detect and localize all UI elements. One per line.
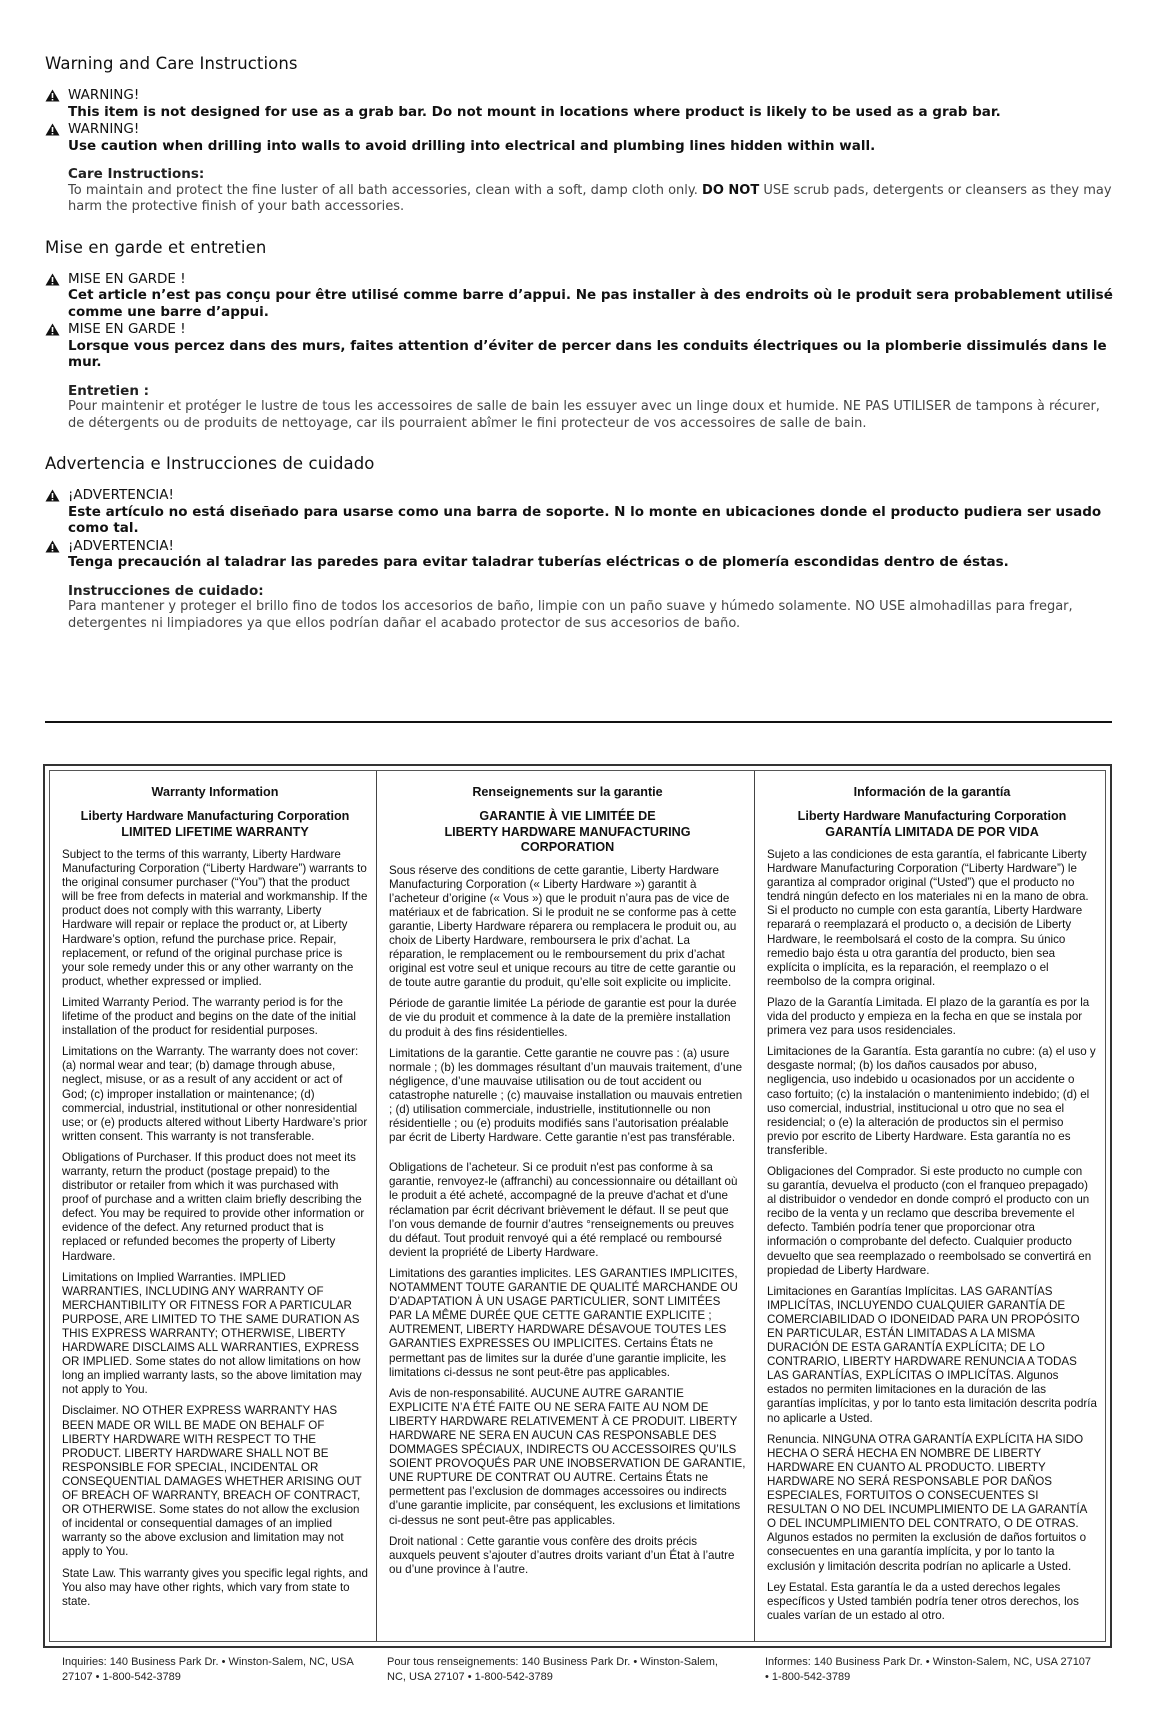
care-text-start: Para mantener y proteger el brillo fino de todos los accesorios de baño, limpie con un paño suave y húmedo solamente. NO USE almohadillas para fregar, detergentes ni limpiadores ya que ellos podrían dañar el acabado protector de sus accesorios de baño. — [68, 599, 1073, 631]
section-0 — [45, 54, 1115, 216]
warning-text: Cet article n’est pas conçu pour être utilisé comme barre d’appui. Ne pas installer à des endroits où le produit sera probablement utilisé comme une barre d’appui. — [68, 287, 1113, 320]
warning-label: WARNING! — [68, 87, 140, 103]
warranty-paragraph: Limitaciones de la Garantía. Esta garantía no cubre: (a) el uso y desgaste normal; (b) los daños causados por abuso, negligencia, uso indebido u ocasionados por un accidente o caso fortuito; (c) la instalación o mantenimiento indebido; (d) el uso comercial, industrial, institucional u otro que no sea el residencial; o (e) la alteración de productos sin el permiso previo por escrito de Liberty Hardware. Esta garantía no es transferible. — [767, 1045, 1096, 1157]
warning-item — [45, 121, 1115, 154]
warranty-subtitle — [62, 809, 368, 840]
warning-label: MISE EN GARDE ! — [68, 321, 186, 337]
warranty-columns — [49, 770, 1106, 1642]
subtitle-line: LIBERTY HARDWARE MANUFACTURING — [444, 824, 691, 839]
warranty-paragraph: Avis de non-responsabilité. AUCUNE AUTRE GARANTIE EXPLICITE N’A ÉTÉ FAITE OU NE SERA FAITE AU NOM DE LIBERTY HARDWARE RELATIVEMENT À CE PRODUIT. LIBERTY HARDWARE NE SERA EN AUCUN CAS RESPONSABLE DES DOMMAGES SPÉCIAUX, INDIRECTS OU ACCESSOIRES QU’ILS SOIENT PROVOQUÉS PAR UNE INOBSERVATION DE GARANTIE, UNE RUPTURE DE CONTRAT OU AUTRE. Certains États ne permettent pas l’exclusion de dommages accessoires ou indirects d’une garantie implicite, par conséquent, les exclusions et limitations ci-dessus ne sont peut-être pas applicables. — [389, 1386, 746, 1527]
warning-text: Este artículo no está diseñado para usarse como una barra de soporte. N lo monte en ubicaciones donde el producto pudiera ser usado como tal. — [68, 503, 1102, 536]
warning-item — [45, 487, 1115, 537]
subtitle-line: Liberty Hardware Manufacturing Corporation — [797, 809, 1067, 823]
warranty-paragraph: Plazo de la Garantía Limitada. El plazo de la garantía es por la vida del producto y empieza en la fecha en que se instala por primera vez para usos residenciales. — [767, 995, 1090, 1038]
subtitle-line: GARANTÍA LIMITADA DE POR VIDA — [825, 824, 1039, 839]
contact-footer: Pour tous renseignements: 140 Business Park Dr. • Winston-Salem, NC, USA 27107 • 1-800-542-3789 — [387, 1656, 718, 1683]
warranty-paragraph: Renuncia. NINGUNA OTRA GARANTÍA EXPLÍCITA HA SIDO HECHA O SERÁ HECHA EN NOMBRE DE LIBERTY HARDWARE EN CUANTO AL PRODUCTO. LIBERTY HARDWARE NO SERÁ RESPONSABLE POR DAÑOS ESPECIALES, FORTUITOS O CONSECUENTES SI RESULTAN O NO DEL INCUMPLIMIENTO DE LA GARANTÍA O DEL INCUMPLIMIENTO DEL CONTRATO, O DE OTRAS. Algunos estados no permiten la exclusión de daños fortuitos o consecuentes en una garantía implícita, y por lo tanto la exclusión y limitación descrita podrían no aplicarle a Usted. — [767, 1432, 1087, 1573]
warranty-paragraph: Droit national : Cette garantie vous confère des droits précis auxquels peuvent s’ajouter d’autres droits variant d’un État à l’autre ou d’une province à l’autre. — [389, 1534, 735, 1576]
section-title: Advertencia e Instrucciones de cuidado — [45, 454, 375, 473]
care-block — [45, 583, 1115, 633]
warranty-column-0 — [50, 771, 376, 1641]
warranty-box — [43, 764, 1112, 1648]
care-text-start: Pour maintenir et protéger le lustre de tous les accessoires de salle de bain les essuyer avec un linge doux et humide. NE PAS UTILISER de tampons à récurer, de détergents ou de produits de nettoyage, car ils pourraient abîmer le fini protecteur de vos accessoires de salle de bain. — [68, 399, 1100, 431]
subtitle-line: LIMITED LIFETIME WARRANTY — [121, 824, 309, 839]
warranty-paragraph: Période de garantie limitée La période de garantie est pour la durée de vie du produit et commence à la date de la première installation du produit à des fins résidentielles. — [389, 997, 737, 1039]
warranty-paragraph: Ley Estatal. Esta garantía le da a usted derechos legales específicos y Usted también podría tener otros derechos, los cuales varían de un estado al otro. — [767, 1580, 1079, 1622]
care-label: Care Instructions: — [68, 166, 205, 182]
warranty-paragraph: Disclaimer. NO OTHER EXPRESS WARRANTY HAS BEEN MADE OR WILL BE MADE ON BEHALF OF LIBERTY HARDWARE WITH RESPECT TO THE PRODUCT. LIBERTY HARDWARE SHALL NOT BE RESPONSIBLE FOR SPECIAL, INCIDENTAL OR CONSEQUENTIAL DAMAGES WHETHER ARISING OUT OF BREACH OF WARRANTY, BREACH OF CONTRACT, OR OTHERWISE. Some states do not allow the exclusion of incidental or consequential damages of an implied warranty so the above exclusion and limitation may not apply to You. — [62, 1404, 362, 1559]
care-block — [45, 166, 1115, 216]
warning-item — [45, 271, 1115, 321]
care-text-start: To maintain and protect the fine luster of all bath accessories, clean with a soft, damp cloth only. — [68, 182, 703, 198]
warranty-paragraph: Limitations de la garantie. Cette garantie ne couvre pas : (a) usure normale ; (b) les dommages résultant d’un mauvais traitement, d’une négligence, d’une mauvaise utilisation ou de tout accident ou catastrophe naturelle ; (c) mauvaise installation ou mauvais entretien ; (d) utilisation commerciale, industrielle, institutionnelle ou non résidentielle ; ou (e) produits modifiés sans l’autorisation préalable par écrit de Liberty Hardware. Cette garantie n’est pas transférable. — [389, 1046, 743, 1145]
warning-label: WARNING! — [68, 121, 140, 137]
warning-label: ¡ADVERTENCIA! — [68, 487, 174, 503]
warning-text: This item is not designed for use as a grab bar. Do not mount in locations where product is likely to be used as a grab bar. — [68, 103, 1001, 120]
warranty-title: Renseignements sur la garantie — [472, 785, 663, 799]
warranty-title: Información de la garantía — [853, 785, 1011, 799]
care-text — [68, 399, 1115, 432]
care-block — [45, 383, 1115, 433]
subtitle-line: CORPORATION — [520, 840, 615, 854]
warning-icon — [45, 323, 60, 336]
warranty-paragraph: Limitations des garanties implicites. LES GARANTIES IMPLICITES, NOTAMMENT TOUTE GARANTIE DE QUALITÉ MARCHANDE OU D’ADAPTATION À UN USAGE PARTICULIER, SONT LIMITÉES PAR LA MÊME DURÉE QUE CETTE GARANTIE EXPLICITE ; AUTREMENT, LIBERTY HARDWARE DÉSAVOUE TOUTES LES GARANTIES EXPRESSES OU IMPLICITES. Certains États ne permettant pas de limites sur la durée d’une garantie implicite, les limitations ci-dessus ne sont peut-être pas applicables. — [389, 1266, 738, 1379]
care-label: Instrucciones de cuidado: — [68, 582, 264, 599]
subtitle-line: Liberty Hardware Manufacturing Corporation — [80, 809, 350, 823]
warning-icon — [45, 123, 60, 136]
warranty-paragraph: Limitations on the Warranty. The warranty does not cover: (a) normal wear and tear; (b) damage through abuse, neglect, misuse, or as a result of any accident or act of God; (c) improper installation or maintenance; (d) commercial, industrial, institutional or other nonresidential use; or (e) products altered without Liberty Hardware’s prior written consent. This warranty is not transferable. — [62, 1045, 368, 1143]
warranty-column-1 — [376, 771, 754, 1641]
warning-icon — [45, 540, 60, 553]
care-instructions — [45, 54, 1115, 654]
warning-icon — [45, 489, 60, 502]
care-text — [68, 183, 1115, 216]
warning-text: Lorsque vous percez dans des murs, faites attention d’éviter de percer dans les conduits électriques ou la plomberie dissimulés dans le mur. — [68, 337, 1107, 370]
warning-label: ¡ADVERTENCIA! — [68, 537, 174, 554]
warranty-paragraph: Obligations of Purchaser. If this product does not meet its warranty, return the product (postage prepaid) to the distributor or retailer from which it was purchased with proof of purchase and a written claim briefly describing the defect. You may be required to provide other information or evidence of the defect. Any returned product that is replaced or refunded becomes the property of Liberty Hardware. — [62, 1150, 365, 1263]
warning-text: Tenga precaución al taladrar las paredes para evitar taladrar tuberías eléctricas o de plomería escondidas dentro de éstas. — [68, 554, 1009, 570]
warranty-paragraph: Limited Warranty Period. The warranty period is for the lifetime of the product and begins on the date of the initial installation of the product for residential purposes. — [62, 995, 356, 1038]
warning-item — [45, 321, 1115, 371]
warning-text: Use caution when drilling into walls to avoid drilling into electrical and plumbing lines hidden within wall. — [68, 137, 876, 154]
warning-item — [45, 87, 1115, 120]
warranty-paragraph: Subject to the terms of this warranty, Liberty Hardware Manufacturing Corporation (“Liberty Hardware”) warrants to the original consumer purchaser (“You”) that the product will be free from defects in material and workmanship. If the product does not comply with this warranty, Liberty Hardware will repair or replace the product or, at Liberty Hardware’s option, refund the purchase price. Repair, replacement, or refund of the original purchase price is your sole remedy under this or any other warranty on the product, whether expressed or implied. — [62, 848, 368, 988]
section-title: Warning and Care Instructions — [45, 54, 298, 73]
warranty-paragraph: Limitaciones en Garantías Implícitas. LAS GARANTÍAS IMPLICÍTAS, INCLUYENDO CUALQUIER GARANTÍA DE COMERCIABILIDAD O IDONEIDAD PARA UN PROPÓSITO EN PARTICULAR, ESTÁN LIMITADAS A LA MISMA DURACIÓN DE ESTA GARANTÍA EXPLÍCITA; DE LO CONTRARIO, LIBERTY HARDWARE RENUNCIA A TODAS LAS GARANTÍAS, EXPLÍCITAS O IMPLICÍTAS. Algunos estados no permiten limitaciones en la duración de las garantías implícitas, y por lo tanto esta limitación descrita podría no aplicarle a Usted. — [767, 1284, 1097, 1425]
care-text-emphasis: DO NOT — [702, 182, 760, 198]
warranty-subtitle — [389, 809, 746, 856]
warranty-paragraph: Obligaciones del Comprador. Si este producto no cumple con su garantía, devuelva el producto (con el franqueo prepagado) al distribuidor o vendedor en donde compró el producto con un recibo de la venta y un reclamo que describa brevemente el defecto. También podría tener que proporcionar otra información o comprobante del defecto. Cualquier producto devuelto que sea reemplazado o reembolsado se convertirá en propiedad de Liberty Hardware. — [767, 1164, 1092, 1277]
contact-footer: Inquiries: 140 Business Park Dr. • Winston-Salem, NC, USA 27107 • 1-800-542-3789 — [62, 1656, 354, 1683]
warranty-subtitle — [767, 809, 1097, 840]
warranty-paragraph: Obligations de l’acheteur. Si ce produit n'est pas conforme à sa garantie, renvoyez-le (affranchi) au concessionnaire ou détaillant où le produit a été acheté, accompagné de la preuve d'achat et d'une réclamation par écrit décrivant brièvement le défaut. Il se peut que l’on vous demande de fournir d’autres °renseignements ou preuves du défaut. Tout produit renvoyé qui a été remplacé ou remboursé devient la propriété de Liberty Hardware. — [389, 1161, 738, 1259]
warranty-paragraph: Sous réserve des conditions de cette garantie, Liberty Hardware Manufacturing Corporation (« Liberty Hardware ») garantit à l’acheteur d’origine (« Vous ») que le produit n’aura pas de vice de matériaux et de fabrication. Si le produit ne se conforme pas à cette garantie, Liberty Hardware réparera ou remplacera le produit ou, au choix de Liberty Hardware, remboursera le prix d’achat. La réparation, le remplacement ou le remboursement du prix d’achat original est votre seul et unique recours au titre de cette garantie ou de toute autre garantie du produit, qu’elle soit explicite ou implicite. — [389, 863, 737, 990]
section-1 — [45, 238, 1115, 433]
warranty-paragraph: Limitations on Implied Warranties. IMPLIED WARRANTIES, INCLUDING ANY WARRANTY OF MERCHANTIBILITY OR FITNESS FOR A PARTICULAR PURPOSE, ARE LIMITED TO THE SAME DURATION AS THIS EXPRESS WARRANTY; OTHERWISE, LIBERTY HARDWARE DISCLAIMS ALL WARRANTIES, EXPRESS OR IMPLIED. Some states do not allow limitations on how long an implied warranty lasts, so the above limitation may not apply to You. — [62, 1270, 362, 1397]
subtitle-line: GARANTIE À VIE LIMITÉE DE — [479, 809, 656, 823]
section-title: Mise en garde et entretien — [45, 237, 267, 257]
divider — [45, 721, 1112, 723]
warranty-paragraph: Sujeto a las condiciones de esta garantía, el fabricante Liberty Hardware Manufacturing Corporation (“Liberty Hardware”) le garantiza al comprador original (“Usted”) que el producto no tendrá ningún defecto en los materiales ni en la mano de obra. Si el producto no cumple con esta garantía, Liberty Hardware reparará o reemplazará el producto o, a decisión de Liberty Hardware, le reembolsará el costo de la compra. Su único remedio bajo ésta u otra garantía del producto, bien sea explícita o implícita, es la reparación, el reemplazo o el reembolso de la compra original. — [767, 848, 1089, 988]
care-label: Entretien : — [68, 382, 150, 399]
section-2 — [45, 454, 1115, 632]
contact-footer: Informes: 140 Business Park Dr. • Winston-Salem, NC, USA 27107 • 1-800-542-3789 — [765, 1656, 1092, 1683]
care-text — [68, 599, 1115, 632]
warning-icon — [45, 89, 60, 102]
warning-icon — [45, 273, 60, 286]
warranty-paragraph: State Law. This warranty gives you specific legal rights, and You also may have other rights, which vary from state to state. — [62, 1566, 368, 1608]
warranty-title: Warranty Information — [151, 785, 279, 799]
warranty-column-2 — [754, 771, 1105, 1641]
warning-label: MISE EN GARDE ! — [68, 270, 186, 287]
warning-item — [45, 538, 1115, 571]
care-text-end: USE scrub pads, detergents or cleansers as they may harm the protective finish of your bath accessories. — [68, 182, 1112, 214]
